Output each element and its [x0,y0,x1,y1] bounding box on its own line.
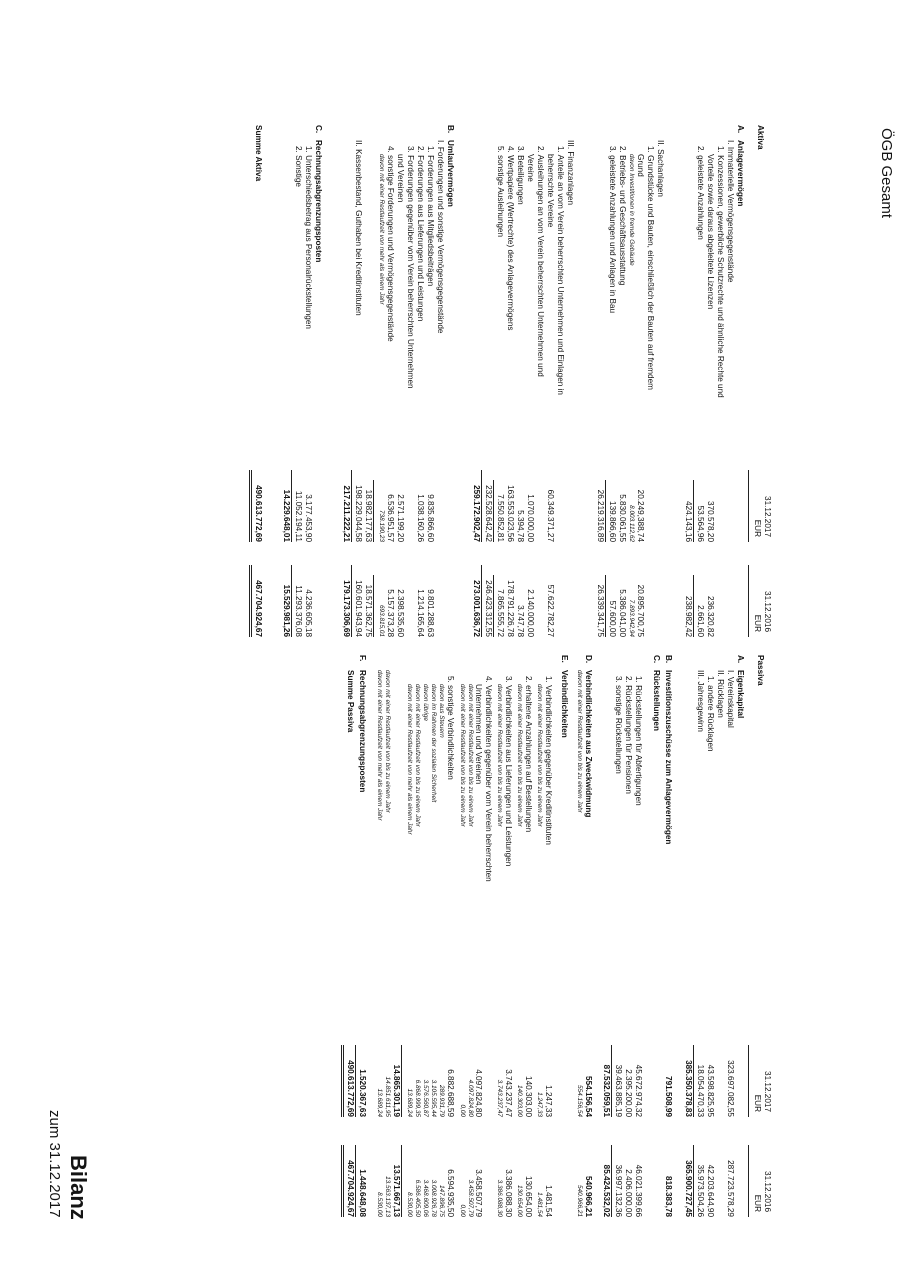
line-label: 2. erhaltene Anzahlungen auf Bestellungen [524,676,533,833]
section-total: 1.520.367,63 [358,1069,367,1117]
value: 2.140.000,00 [526,589,535,637]
subtotal: 18.982.177,63 [364,489,373,542]
value: 3.386.088,30 [496,1179,503,1217]
aktiva-B-letter: B. [446,125,455,134]
line-label: 3. Beteiligungen [516,146,525,205]
aktiva-A-letter: A. [736,125,745,134]
value: 6.868.999,35 [414,1079,421,1117]
section-total: 217.211.222,21 [342,485,351,542]
value: 163.553.023,56 [506,485,515,542]
value: 36.997.132,36 [614,1164,623,1217]
value: 1.247,33 [536,1092,543,1117]
value: 323.697.082,55 [726,1060,735,1117]
passiva-B-letter: B. [664,655,673,664]
aktiva-A-III: III. Finanzanlagen [566,140,575,206]
value: 11.293.376,08 [294,585,303,637]
passiva-F-title: Rechnungsabgrenzungsposten [358,670,367,793]
value: 0,00 [459,1204,466,1217]
value: 5.830.061,55 [618,494,627,542]
aktiva-A-I1b: Vorteile sowie daraus abgeleitete Lizenzen [706,154,715,310]
value: 11.052.194,11 [294,490,303,542]
aktiva-col1-unit: EUR [753,519,762,537]
value: 3.576.560,87 [422,1079,429,1117]
value: 42.203.644,90 [706,1164,715,1217]
value: 3.468.609,06 [422,1179,429,1217]
value: 3.177.453,90 [304,494,313,542]
passiva-F-letter: F. [358,655,367,662]
note: davon mit einer Restlaufzeit von bis zu einem Jahr [467,684,474,827]
section-total: 1.448.648,08 [358,1169,367,1217]
value: 5.157.373,28 [386,589,395,637]
value: 7.550.852,81 [496,494,505,542]
value: 6.882.688,59 [446,1069,455,1117]
value: 140.303,00 [524,1076,533,1117]
note: davon mit einer Restlaufzeit von bis zu einem Jahr [536,684,543,827]
line-label: 1. Grundstücke und Bauten, einschließlich der Bauten auf fremdem [646,146,655,390]
section-total: 554.156,54 [584,1076,593,1117]
section-total: 385.350.378,83 [684,1060,693,1117]
value: 20.249,388,74 [636,489,645,542]
note: davon übrige [422,684,429,721]
value: 140.303,00 [516,1085,523,1117]
section-total: 13.571.667,13 [392,1164,401,1217]
aktiva-B-title: Umlaufvermögen [446,140,455,207]
subtotal: 424.143,16 [684,501,693,542]
value: 287.723.578,29 [726,1160,735,1217]
value: 3.008.926,78 [430,1179,437,1217]
bilanz-date: zum 31.12.2017 [46,1110,63,1218]
org-title: ÖGB Gesamt [878,128,895,219]
passiva-D-letter: D. [584,655,593,664]
value: 130.654,00 [524,1176,533,1217]
aktiva-A-I2: 2. geleistete Anzahlungen [696,146,705,240]
value: 9.801.288,63 [426,589,435,637]
value: 35.973.504,26 [696,1164,705,1217]
passiva-col1-date: 31.12.2017 [763,1071,772,1112]
line-label: 3. sonstige Rückstellungen [614,676,623,774]
value: 4.097.824,80 [467,1079,474,1117]
summe-aktiva-2016: 467.704.924,67 [254,580,263,637]
value: 8.003.112,62 [628,505,635,542]
section-total: 818.383,78 [664,1176,673,1217]
value: 60.349.371,27 [546,489,555,542]
summe-passiva-2016: 467.704.924,67 [346,1160,355,1217]
value: 738.190,23 [378,510,385,542]
value: 370.578,20 [706,501,715,542]
value: 1.481,54 [536,1192,543,1217]
value: 6.586.405,50 [414,1179,421,1217]
passiva-col2-unit: EUR [753,1194,762,1212]
line-label: Grund [636,154,645,177]
section-total: 179.173.306,69 [342,580,351,637]
value: 1.481,54 [544,1185,553,1217]
value: 2.398.535,60 [396,589,405,637]
line-label: 2. Betriebs- und Geschäftsausstattung [618,146,627,286]
line-label: 3. Forderungen gegenüber vom Verein beherrschten Unternehmen [406,146,415,389]
aktiva-A-II: II. Sachanlagen [656,140,665,197]
value: 198.229.044,58 [354,485,363,542]
note: davon im Rahmen der sozialen Sicherheit [430,684,437,803]
line-label: 1. Rückstellungen für Abfertigungen [634,676,643,806]
value: 147.896,75 [438,1185,445,1217]
subtotal: 18.571.362,75 [364,584,373,637]
value: 0,00 [459,1104,466,1117]
value: 7.865.555,72 [496,589,505,637]
line-label: 4. Verbindlichkeiten gegenüber vom Verein beherrschten [484,676,493,882]
line-label: II. Rücklagen [716,670,725,718]
passiva-C-letter: C. [652,655,661,664]
subtotal: 246.423.312,55 [484,580,493,637]
passiva-E-title: Verbindlichkeiten [560,670,569,738]
aktiva-col2-unit: EUR [753,614,762,632]
value: 139.866,60 [608,501,617,542]
note: davon mit einer Restlaufzeit von mehr als einem Jahr [378,154,385,305]
line-label: und Vereinen [396,154,405,203]
note: davon mit einer Restlaufzeit von bis zu einem Jahr [576,670,583,813]
value: 4.097.824,80 [474,1069,483,1117]
subtotal: 26.339.341,75 [596,584,605,637]
value: 160.601.943,94 [354,580,363,637]
note: davon mit einer Restlaufzeit von mehr als einem Jahr [406,684,413,835]
value: 20.895.700,75 [636,584,645,637]
note: davon mit einer Restlaufzeit von bis zu einem Jahr [384,670,391,813]
value: 554.156,54 [576,1085,583,1117]
value: 1.070.000,00 [526,494,535,542]
value: 57.600,00 [608,600,617,637]
value: 45.672.974,32 [634,1064,643,1117]
line-label: 1. Forderungen aus Mitgliedsbeiträgen [426,146,435,287]
section-total: 791.508,99 [664,1076,673,1117]
value: 693.815,01 [378,605,385,637]
note: davon mit einer Restlaufzeit von bis zu einem Jahr [459,684,466,827]
note: davon mit einer Restlaufzeit von bis zu einem Jahr [496,684,503,827]
value: 46.021.399,66 [634,1164,643,1217]
line-label: 2. Forderungen aus Lieferungen und Leistungen [416,146,425,322]
value: 3.458.507,79 [474,1169,483,1217]
line-label: 1. Verbindlichkeiten gegenüber Kreditinstituten [544,676,553,845]
value: 53.564,96 [696,505,705,542]
value: 3.743.237,47 [496,1079,503,1117]
value: 3.747,78 [516,605,525,637]
line-label: I. Vereinskapital [726,670,735,728]
line-label: 2. Rückstellungen für Pensionen [624,676,633,794]
passiva-E-letter: E. [560,655,569,663]
line-label: II. Kassenbestand, Guthaben bei Kreditinstituten [354,140,363,316]
aktiva-C-letter: C. [314,125,323,134]
line-label: Vereine [526,154,535,182]
line-label: 5. sonstige Verbindlichkeiten [446,676,455,780]
subtotal: 232.528.642,42 [484,485,493,542]
value: 3.105.595,44 [430,1079,437,1117]
subtotal: 26.219.316,89 [596,489,605,542]
note: davon mit einer Restlaufzeit von bis zu einem Jahr [516,684,523,827]
value: 13.689,24 [406,1088,413,1117]
section-total: 540.966,21 [584,1176,593,1217]
value: 1.214.165,64 [416,589,425,637]
value: 13.689,24 [376,1088,383,1117]
value: 3.386.088,30 [504,1169,513,1217]
line-label: III. Jahresgewinn [696,670,705,732]
line-label: beherrschte Vereine [546,154,555,228]
value: 6.536.951,57 [386,494,395,542]
line-label: 1. Unterschiedsbetrag aus Personalrückstellungen [304,146,313,329]
line-label: 4. Wertpapiere (Wertrechte) des Anlagevermögens [506,146,515,331]
passiva-D-title: Verbindlichkeiten aus Zweckwidmung [584,670,593,818]
value: 130.654,00 [516,1185,523,1217]
passiva-col2-date: 31.12.2016 [763,1171,772,1212]
value: 7.893.942,94 [628,599,635,637]
value: 6.594.935,50 [446,1169,455,1217]
aktiva-A-I1: 1. Konzessionen, gewerbliche Schutzrechte und ähnliche Rechte und [716,146,725,398]
value: 39.463.885,19 [614,1064,623,1117]
value: 5.386.041,00 [618,589,627,637]
aktiva-C-title: Rechnungsabgrenzungsposten [314,140,323,263]
value: 1.247,33 [544,1085,553,1117]
value: 4.236.605,18 [304,589,313,637]
line-label: 4. sonstige Forderungen und Vermögensgegenstände [386,146,395,342]
bilanz-title: Bilanz [66,1155,91,1220]
value: 13.563.137,13 [384,1176,391,1217]
passiva-A-title: Eigenkapital [736,670,745,719]
note: davon mit einer Restlaufzeit von bis zu einem Jahr [414,684,421,827]
value: 1.038.160,26 [416,494,425,542]
value: 236.320,82 [706,596,715,637]
section-total: 14.229.648,01 [282,489,291,542]
section-total: 365.900.727,45 [684,1160,693,1217]
value: 2.571.199,20 [396,494,405,542]
summe-aktiva-2017: 490.613.772,69 [254,485,263,542]
aktiva-A-I: I. Immaterielle Vermögensgegenstände [726,140,735,283]
line-label: Unternehmen und Vereinen [474,684,483,785]
line-label: 1. andere Rücklagen [706,676,715,752]
aktiva-col1-date: 31.12.2017 [763,496,772,537]
value: 5.394,78 [516,510,525,542]
value: 8.530,00 [376,1192,383,1217]
passiva-A-letter: A. [736,655,745,664]
value: 3.743.237,47 [504,1069,513,1117]
summe-passiva-2017: 490.613.772,69 [346,1060,355,1117]
value: 2.661,60 [696,605,705,637]
value: 18.054.470,33 [696,1064,705,1117]
value: 8.530,00 [406,1192,413,1217]
subtotal: 238.982,42 [684,596,693,637]
value: 2.395.200,00 [624,1069,633,1117]
section-total: 85.424.532,02 [602,1164,611,1217]
value: 2.406.000,00 [624,1169,633,1217]
aktiva-col2-date: 31.12.2016 [763,591,772,632]
section-total: 87.532.059,51 [602,1064,611,1117]
line-label: 3. geleistete Anzahlungen und Anlagen in Bau [608,146,617,314]
passiva-title: Passiva [756,655,765,686]
line-label: 5. sonstige Ausleihungen [496,146,505,238]
value: 3.458.507,79 [467,1179,474,1217]
value: 9.835.866,60 [426,494,435,542]
line-label: 3. Verbindlichkeiten aus Lieferungen und Leistungen [504,676,513,867]
note: davon aus Steuern [438,684,445,738]
value: 289.931,79 [438,1085,445,1117]
value: 57.622.782,27 [546,584,555,637]
section-total: 259.172.902,47 [472,485,481,542]
aktiva-title: Aktiva [756,125,765,150]
value: 178.791.226,78 [506,580,515,637]
summe-aktiva-label: Summe Aktiva [254,125,263,182]
line-label: 2. Ausleihungen an vom Verein beherrschten Unternehmen und [536,146,545,377]
aktiva-A-title: Anlagevermögen [736,140,745,207]
section-total: 15.529.981,26 [282,584,291,637]
note: davon mit einer Restlaufzeit von mehr als einem Jahr [376,670,383,821]
value: 43.598.825,95 [706,1064,715,1117]
value: 540.966,21 [576,1185,583,1217]
line-label: I. Forderungen und sonstige Vermögensgegenstände [436,140,445,334]
note: davon Investitionen in fremde Gebäude [628,154,635,266]
summe-passiva-label: Summe Passiva [346,670,355,733]
value: 14.851.611,95 [384,1076,391,1117]
section-total: 14.865.301,19 [392,1064,401,1117]
line-label: 2. Sonstige [294,146,303,187]
passiva-B-title: Investitionszuschüsse zum Anlagevermögen [664,670,673,845]
passiva-C-title: Rückstellungen [652,670,661,731]
section-total: 273.001.636,72 [472,580,481,637]
passiva-col1-unit: EUR [753,1094,762,1112]
line-label: 1. Anteile an vom Verein beherrschten Unternehmen und Einlagen in [556,146,565,395]
